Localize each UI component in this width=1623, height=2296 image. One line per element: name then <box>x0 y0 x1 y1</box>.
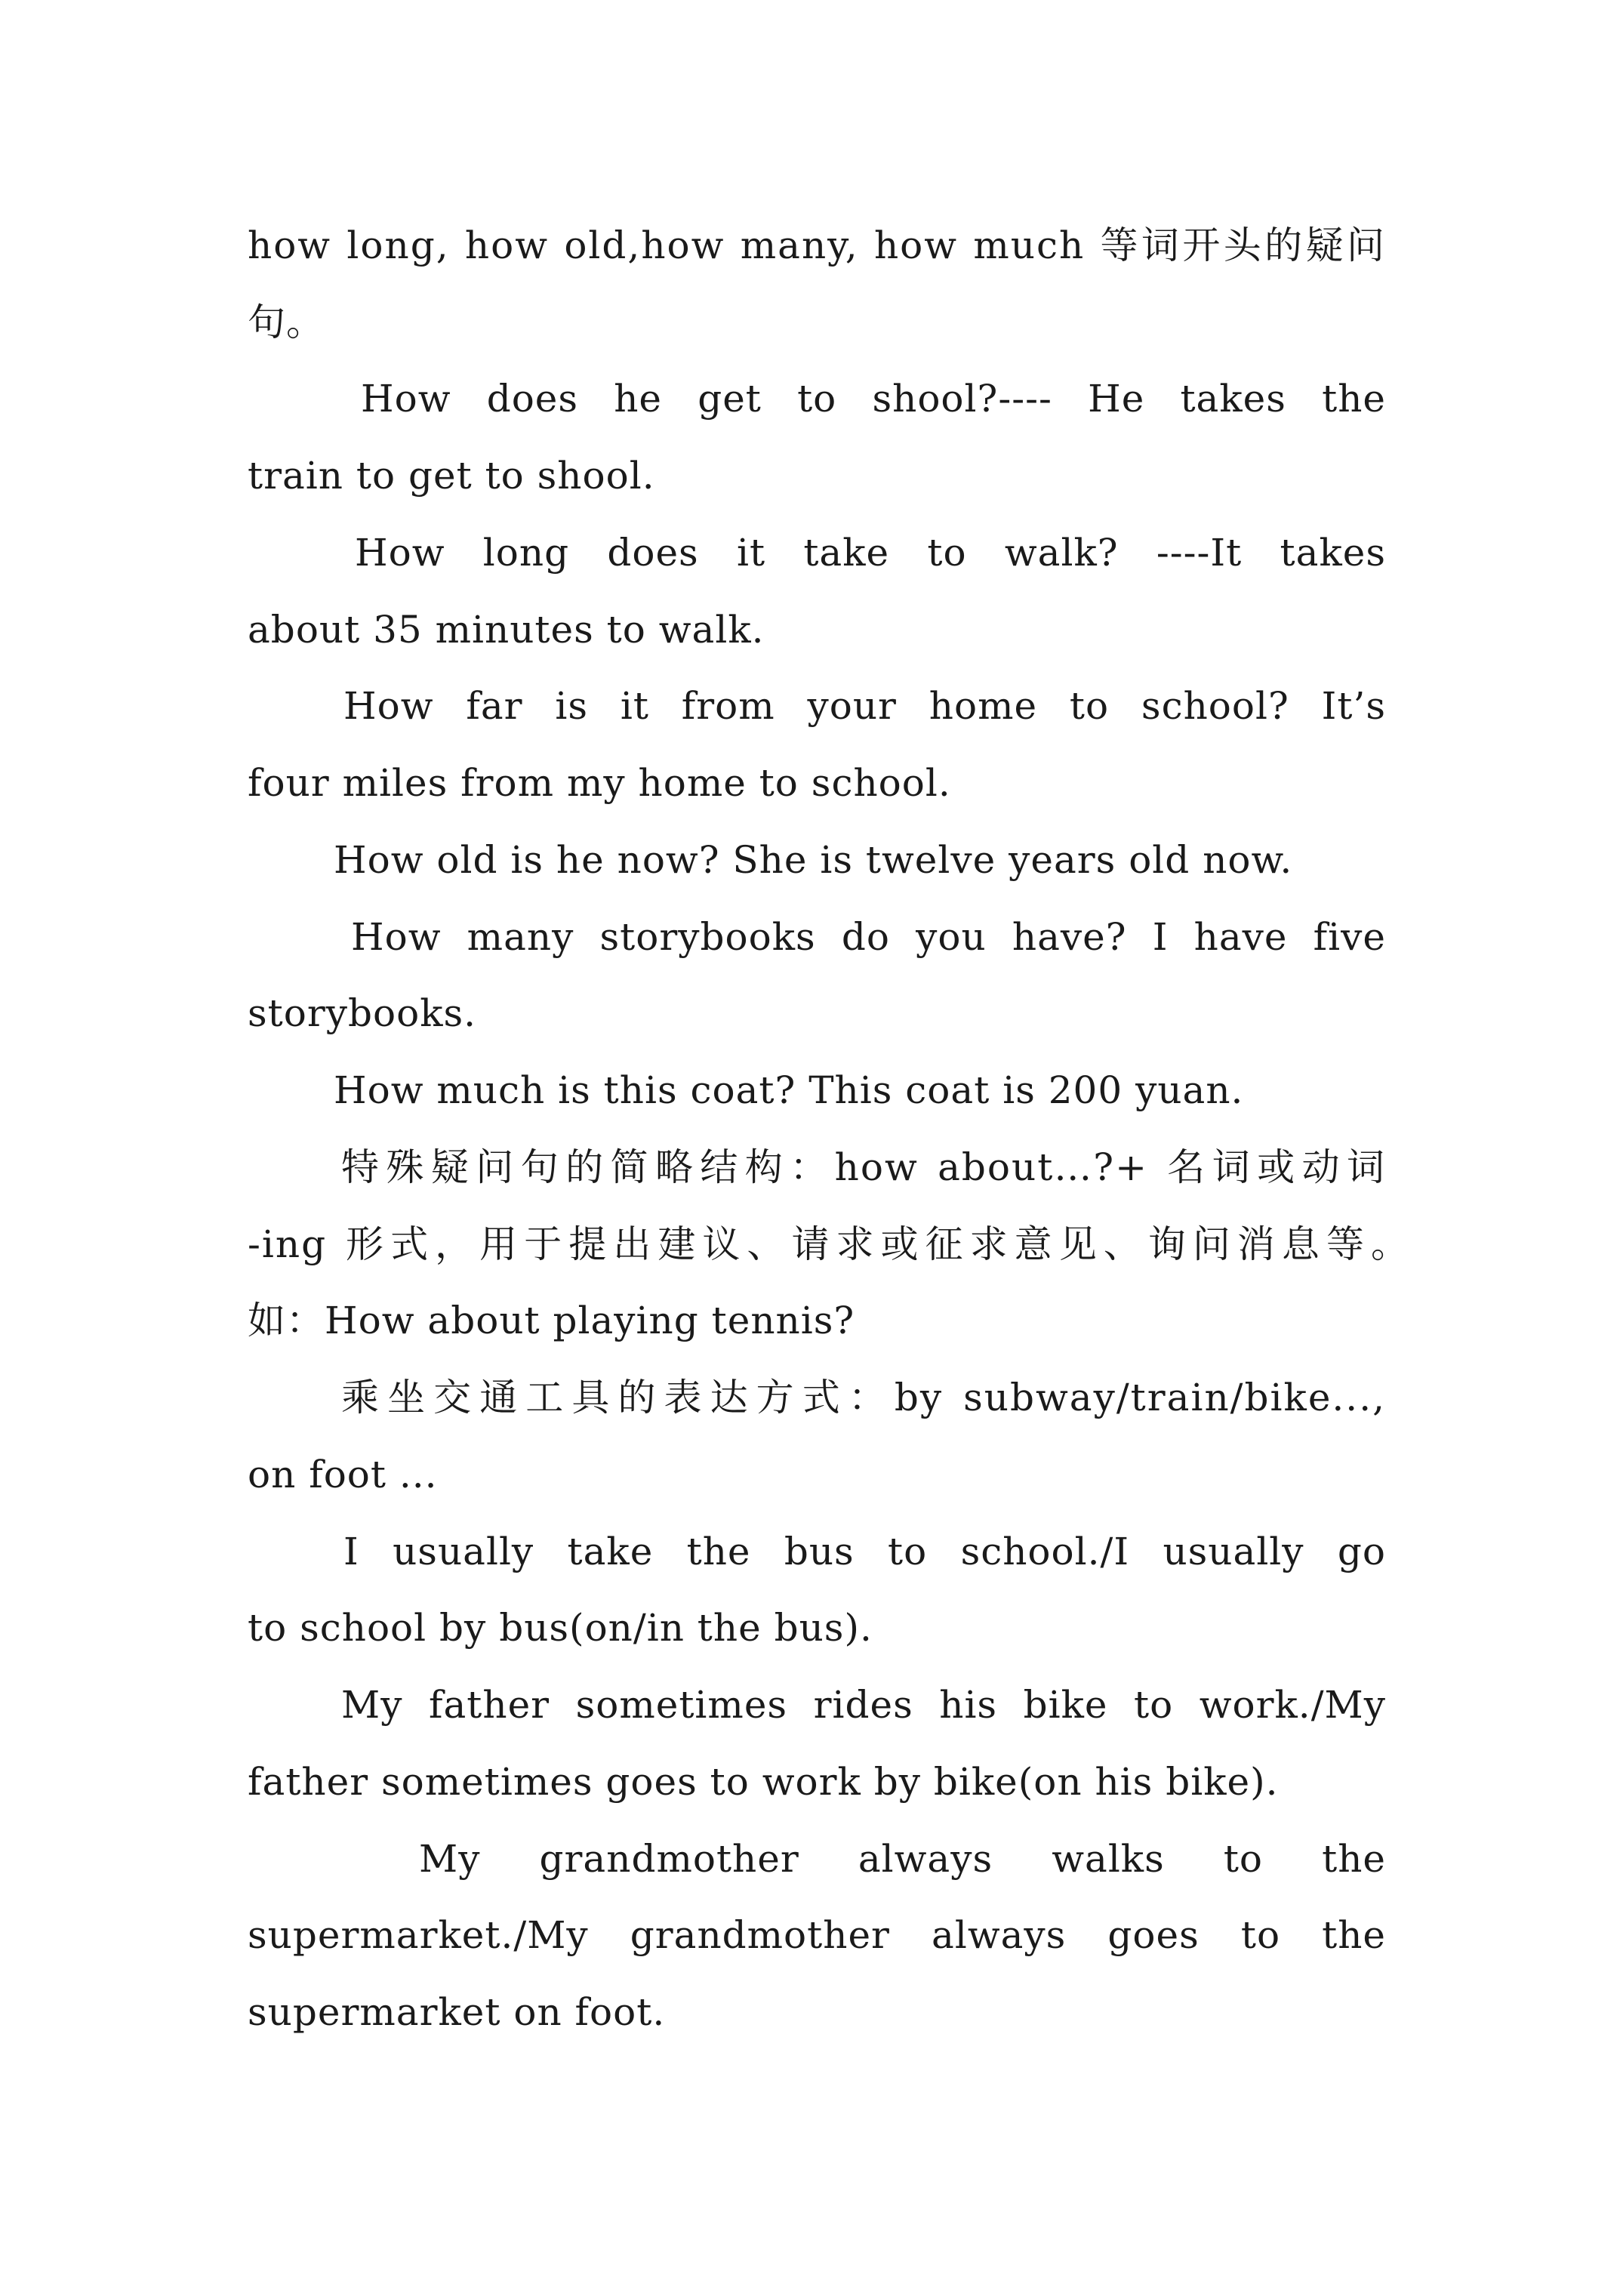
text-line-3: How does he get to shool?---- He takes the <box>361 377 1386 421</box>
text-line-14: -ing 形式，用于提出建议、请求或征求意见、询问消息等。 <box>248 1222 1410 1266</box>
text-line-20: My father sometimes rides his bike to work./My <box>341 1683 1386 1727</box>
text-line-16: 乘坐交通工具的表达方式：by subway/train/bike..., <box>341 1376 1386 1419</box>
text-line-18: I usually take the bus to school./I usually go <box>343 1530 1386 1573</box>
text-line-1: how long, how old,how many, how much 等词开头的疑问 <box>248 223 1386 267</box>
text-line-22: My grandmother always walks to the <box>419 1837 1386 1881</box>
text-line-5: How long does it take to walk? ----It takes <box>355 531 1386 575</box>
text-line-24: supermarket on foot. <box>248 1990 666 2034</box>
text-line-8: four miles from my home to school. <box>248 761 951 805</box>
text-line-9: How old is he now? She is twelve years old now. <box>334 838 1293 882</box>
text-line-6: about 35 minutes to walk. <box>248 608 765 652</box>
text-line-7: How far is it from your home to school? It’s <box>343 684 1386 728</box>
text-line-17: on foot ... <box>248 1453 438 1496</box>
text-line-10: How many storybooks do you have? I have five <box>351 915 1386 959</box>
text-line-15: 如：How about playing tennis? <box>248 1299 855 1342</box>
text-line-12: How much is this coat? This coat is 200 yuan. <box>334 1068 1244 1112</box>
text-line-4: train to get to shool. <box>248 454 655 498</box>
text-line-13: 特殊疑问句的简略结构：how about…?+ 名词或动词 <box>341 1145 1386 1189</box>
text-line-2: 句。 <box>248 300 325 344</box>
text-line-21: father sometimes goes to work by bike(on his bike). <box>248 1760 1279 1804</box>
text-line-11: storybooks. <box>248 991 477 1035</box>
text-line-19: to school by bus(on/in the bus). <box>248 1606 873 1650</box>
text-line-23: supermarket./My grandmother always goes to the <box>248 1913 1386 1957</box>
